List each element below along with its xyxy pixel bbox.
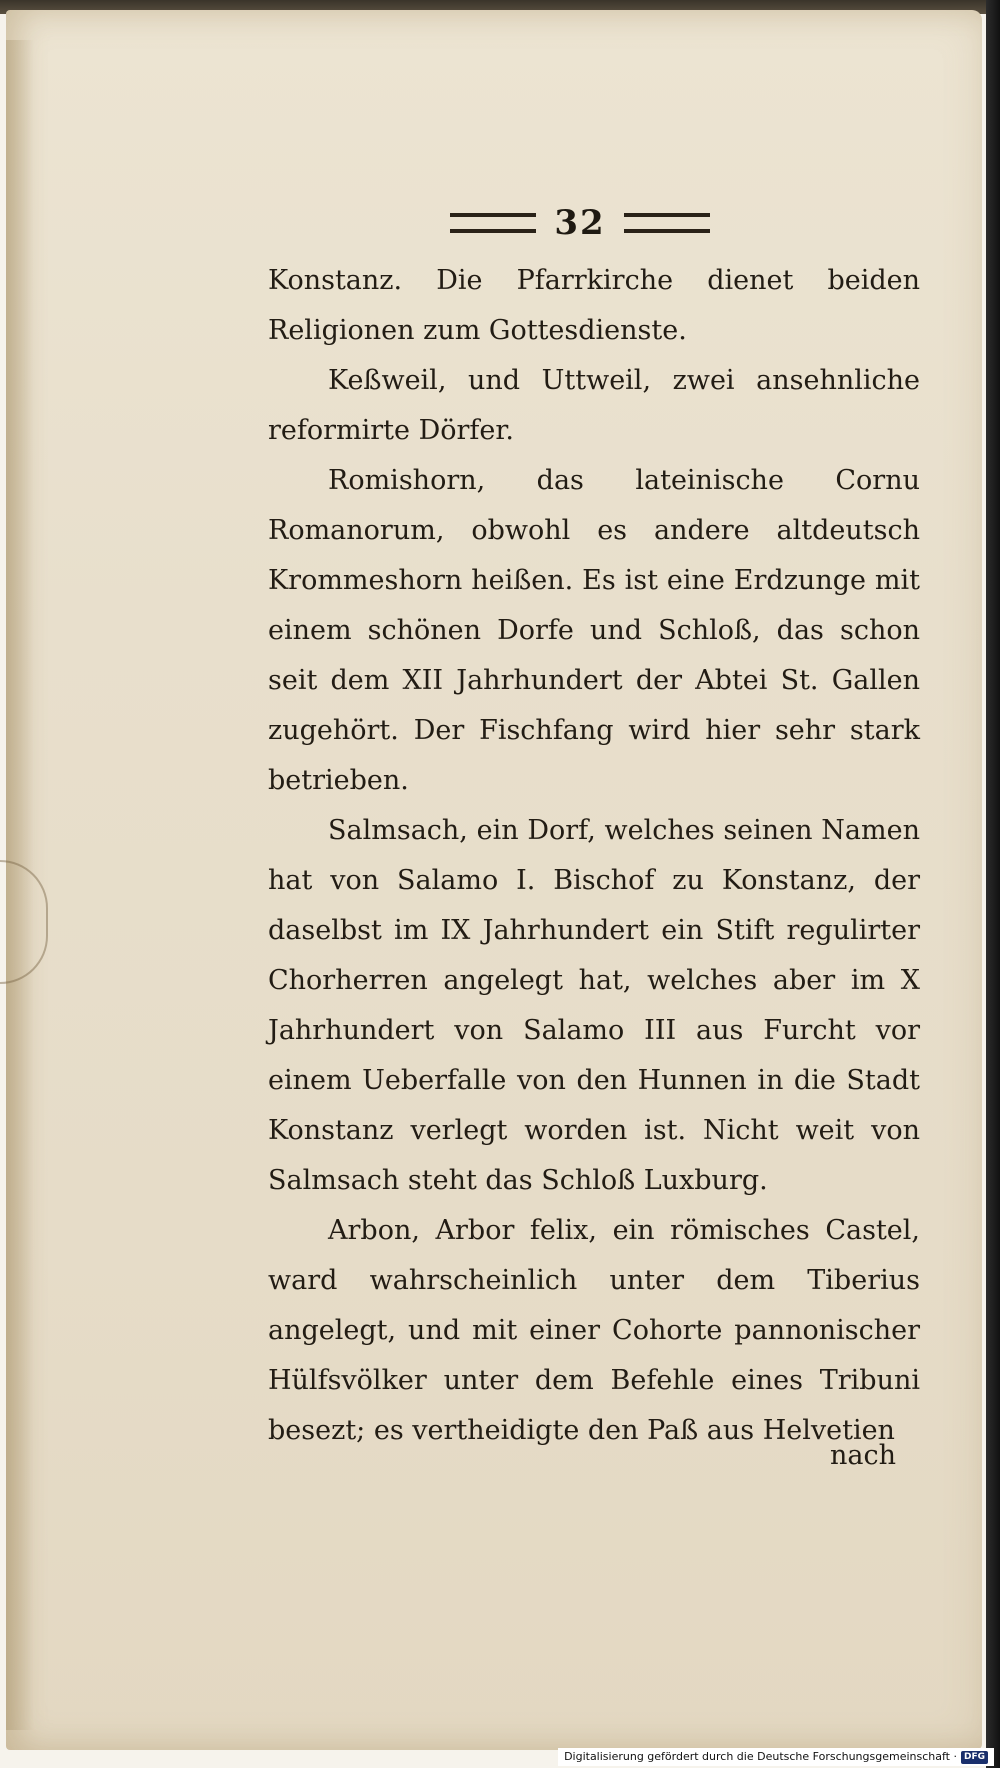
header-rule-left <box>450 213 536 233</box>
paragraph-arbon: Arbon, Arbor felix, ein römisches Castel, ward wahrscheinlich unter dem Tiberius angelegt, und mit einer Cohorte pannonischer Hülfsvölker unter dem Befehle eines Tribuni besezt; es vertheidigte den Paß aus Helvetien <box>268 1215 920 1446</box>
paragraph-romishorn: Romishorn, das lateinische Cornu Romanorum, obwohl es andere altdeutsch Krommeshorn heißen. Es ist eine Erdzunge mit einem schönen Dorfe und Schloß, das schon seit dem XII Jahrhundert der Abtei St. Gallen zugehört. Der Fischfang wird hier sehr stark betrieben. <box>268 465 920 796</box>
dfg-logo: DFG <box>961 1751 988 1764</box>
page-header <box>440 200 720 246</box>
digitization-credit <box>558 1748 994 1766</box>
paragraph-salmsach: Salmsach, ein Dorf, welches seinen Namen hat von Salamo I. Bischof zu Konstanz, der daselbst im IX Jahrhundert ein Stift regulirter Chorherren angelegt hat, welches aber im X Jahrhundert von Salamo III aus Furcht vor einem Ueberfalle von den Hunnen in die Stadt Konstanz verlegt worden ist. Nicht weit von Salmsach steht das Schloß Luxburg. <box>268 815 920 1196</box>
page-body-text <box>268 256 920 1456</box>
credit-text: Digitalisierung gefördert durch die Deutsche Forschungsgemeinschaft · <box>564 1750 957 1763</box>
paragraph-kessweil: Keßweil, und Uttweil, zwei ansehnliche reformirte Dörfer. <box>268 365 920 446</box>
paragraph-konstanz: Konstanz. Die Pfarrkirche dienet beiden Religionen zum Gottesdienste. <box>268 265 920 346</box>
header-rule-right <box>624 213 710 233</box>
catchword: nach <box>830 1440 896 1471</box>
scan-border-right <box>986 0 1000 1768</box>
page-number: 32 <box>554 203 606 243</box>
